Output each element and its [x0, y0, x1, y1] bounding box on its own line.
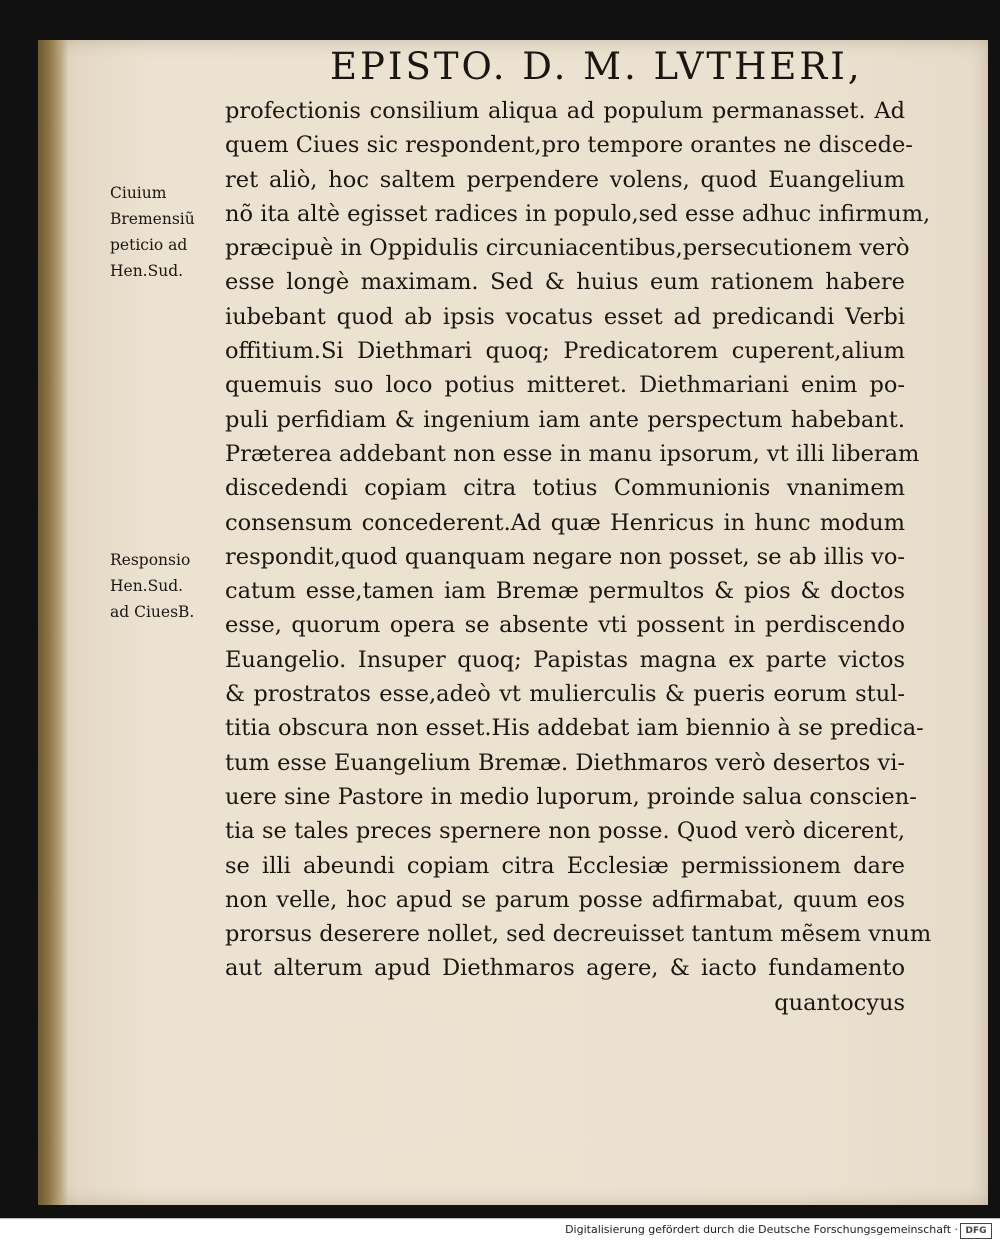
text-line: uere sine Pastore in medio luporum, proinde salua conscien-	[225, 783, 917, 810]
text-line: offitium.Si Diethmari quoq; Predicatorem cuperent,alium	[225, 338, 905, 365]
footer-bar	[0, 1218, 1000, 1242]
text-line: iubebant quod ab ipsis vocatus esset ad predicandi Verbi	[225, 303, 905, 330]
dfg-logo-icon: DFG	[960, 1223, 992, 1239]
margin-note-line: Ciuium	[110, 184, 167, 202]
margin-note-2	[110, 547, 230, 625]
text-line: esse, quorum opera se absente vti possent in perdiscendo	[225, 612, 905, 639]
margin-note-1	[110, 180, 230, 284]
text-line: ret aliò, hoc saltem perpendere volens, quod Euangelium	[225, 166, 905, 193]
catchword: quantocyus	[774, 989, 905, 1016]
margin-note-line: ad CiuesB.	[110, 603, 195, 621]
text-line: profectionis consilium aliqua ad populum permanasset. Ad	[225, 98, 905, 124]
text-line: quemuis suo loco potius mitteret. Diethmariani enim po-	[225, 372, 905, 399]
text-line: respondit,quod quanquam negare non posset, se ab illis vo-	[225, 543, 905, 570]
body-text	[225, 94, 932, 1020]
text-line: quem Ciues sic respondent,pro tempore orantes ne discede-	[225, 132, 913, 159]
text-line: puli perfidiam & ingenium iam ante perspectum habebant.	[225, 406, 905, 433]
text-line: se illi abeundi copiam citra Ecclesiæ permissionem dare	[225, 852, 905, 879]
text-line: tum esse Euangelium Bremæ. Diethmaros verò desertos vi-	[225, 749, 905, 776]
text-line: esse longè maximam. Sed & huius eum rationem habere	[225, 269, 905, 296]
text-line: discedendi copiam citra totius Communionis vnanimem	[225, 475, 905, 502]
text-line: Præterea addebant non esse in manu ipsorum, vt illi liberam	[225, 440, 920, 467]
text-line: tia se tales preces spernere non posse. Quod verò dicerent,	[225, 818, 905, 845]
footer-credit: Digitalisierung gefördert durch die Deutsche Forschungsgemeinschaft ·	[565, 1223, 958, 1236]
text-line: aut alterum apud Diethmaros agere, & iacto fundamento	[225, 955, 905, 982]
margin-note-line: Responsio	[110, 551, 191, 569]
text-line: Euangelio. Insuper quoq; Papistas magna ex parte victos	[225, 646, 905, 673]
running-header: EPISTO. D. M. LVTHERI,	[330, 45, 863, 88]
text-line: & prostratos esse,adeò vt mulierculis & pueris eorum stul-	[225, 681, 905, 708]
text-line: nõ ita altè egisset radices in populo,sed esse adhuc infirmum,	[225, 200, 931, 227]
margin-note-line: Bremensiũ	[110, 210, 195, 228]
text-line: non velle, hoc apud se parum posse adfirmabat, quum eos	[225, 886, 905, 913]
margin-note-line: peticio ad	[110, 236, 188, 254]
margin-note-line: Hen.Sud.	[110, 262, 184, 280]
text-line: catum esse,tamen iam Bremæ permultos & pios & doctos	[225, 578, 905, 605]
text-line: titia obscura non esset.His addebat iam biennio à se predica-	[225, 715, 924, 742]
text-line: prorsus deserere nollet, sed decreuisset tantum mẽsem vnum	[225, 921, 932, 948]
text-line: præcipuè in Oppidulis circuniacentibus,persecutionem verò	[225, 235, 910, 262]
margin-note-line: Hen.Sud.	[110, 577, 184, 595]
text-line: consensum concederent.Ad quæ Henricus in hunc modum	[225, 509, 905, 536]
